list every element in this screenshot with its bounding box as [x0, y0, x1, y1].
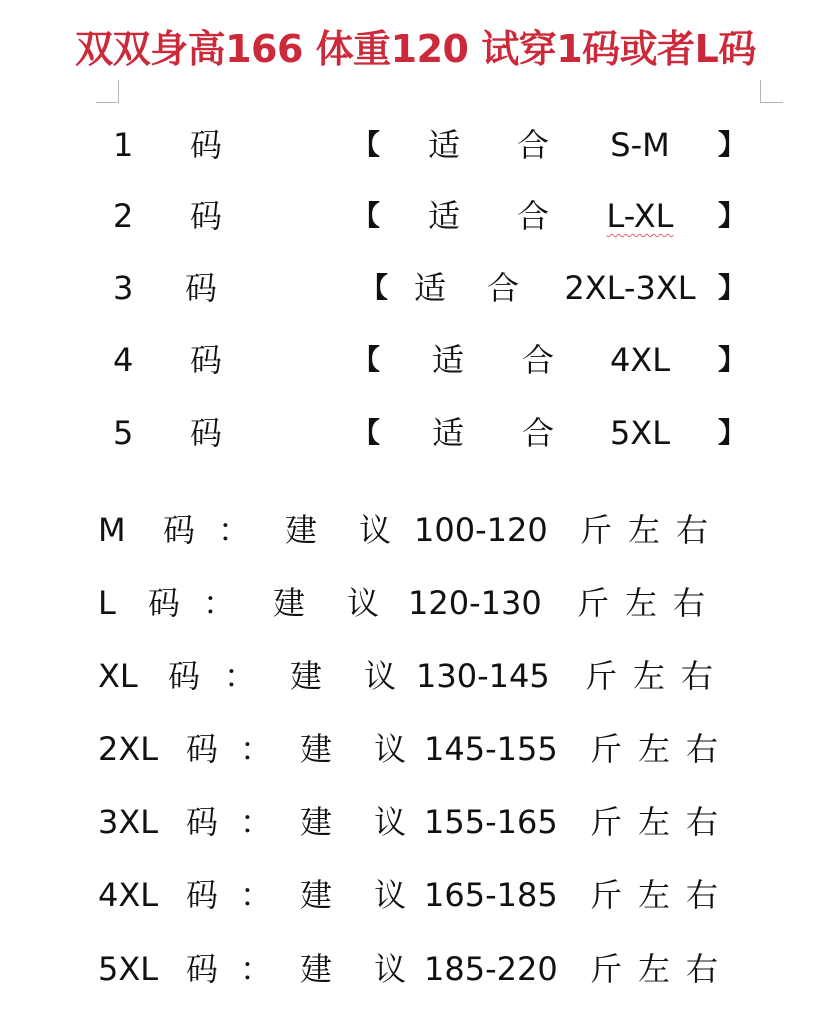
size-code-number: 1 — [113, 126, 134, 164]
page-corner-mark-left — [96, 80, 119, 103]
open-bracket: 【 — [352, 416, 381, 449]
fits-size-range: 5XL — [609, 414, 671, 452]
weight-range: 130-145 — [416, 657, 550, 695]
size-code-row — [0, 403, 831, 463]
size-unit: 码 — [186, 950, 219, 988]
weight-suggestion-row — [0, 718, 831, 780]
fits-label-1: 适 — [428, 126, 461, 164]
weight-unit-label: 斤左右 — [590, 730, 735, 768]
open-bracket: 【 — [360, 271, 389, 304]
fits-label-1: 适 — [428, 197, 461, 235]
size-code-number: 2 — [113, 197, 134, 235]
colon: ： — [240, 950, 273, 988]
close-bracket: 】 — [718, 343, 747, 376]
suggest-label: 建 议 — [300, 876, 423, 914]
weight-unit-label: 斤左右 — [590, 950, 735, 988]
size-code-unit: 码 — [190, 197, 223, 235]
size-code-unit: 码 — [190, 126, 223, 164]
size-unit: 码 — [163, 511, 196, 549]
weight-unit-label: 斤左右 — [585, 657, 730, 695]
fits-size-range: 2XL-3XL — [564, 269, 696, 307]
size-code-row — [0, 258, 831, 318]
size-name: 5XL — [98, 950, 159, 988]
fits-label-2: 合 — [517, 126, 550, 164]
size-code-row — [0, 115, 831, 175]
weight-suggestion-row — [0, 938, 831, 1000]
fits-size-range: L-XL — [606, 197, 674, 235]
size-name: 4XL — [98, 876, 159, 914]
suggest-label: 建 议 — [300, 730, 423, 768]
size-code-unit: 码 — [190, 414, 223, 452]
weight-unit-label: 斤左右 — [590, 803, 735, 841]
colon: ： — [240, 803, 273, 841]
open-bracket: 【 — [352, 343, 381, 376]
weight-suggestion-row — [0, 645, 831, 707]
colon: ： — [218, 511, 251, 549]
weight-suggestion-row — [0, 499, 831, 561]
weight-unit-label: 斤左右 — [590, 876, 735, 914]
fits-label-1: 适 — [432, 341, 465, 379]
size-name: XL — [98, 657, 138, 695]
close-bracket: 】 — [718, 271, 747, 304]
size-unit: 码 — [168, 657, 201, 695]
size-code-number: 3 — [113, 269, 134, 307]
size-code-row — [0, 330, 831, 390]
weight-range: 100-120 — [414, 511, 548, 549]
colon: ： — [224, 657, 257, 695]
weight-range: 165-185 — [424, 876, 558, 914]
size-code-unit: 码 — [190, 341, 223, 379]
weight-range: 145-155 — [424, 730, 558, 768]
size-code-row — [0, 186, 831, 246]
fits-size-range: S-M — [610, 126, 670, 164]
weight-range: 185-220 — [424, 950, 558, 988]
weight-unit-label: 斤左右 — [577, 584, 722, 622]
suggest-label: 建 议 — [273, 584, 396, 622]
size-unit: 码 — [186, 803, 219, 841]
size-name: 2XL — [98, 730, 159, 768]
fits-label-2: 合 — [487, 269, 520, 307]
size-code-unit: 码 — [185, 269, 218, 307]
weight-unit-label: 斤左右 — [580, 511, 725, 549]
fits-label-2: 合 — [517, 197, 550, 235]
size-code-number: 5 — [113, 414, 134, 452]
size-name: 3XL — [98, 803, 159, 841]
open-bracket: 【 — [352, 128, 381, 161]
page-corner-mark-right — [760, 80, 783, 103]
fits-label-1: 适 — [432, 414, 465, 452]
open-bracket: 【 — [352, 199, 381, 232]
size-unit: 码 — [148, 584, 181, 622]
page-title: 双双身高166 体重120 试穿1码或者L码 — [75, 27, 756, 71]
suggest-label: 建 议 — [300, 950, 423, 988]
suggest-label: 建 议 — [290, 657, 413, 695]
colon: ： — [240, 876, 273, 914]
suggest-label: 建 议 — [285, 511, 408, 549]
fits-label-2: 合 — [522, 341, 555, 379]
size-code-number: 4 — [113, 341, 134, 379]
weight-range: 155-165 — [424, 803, 558, 841]
size-unit: 码 — [186, 730, 219, 768]
size-name: L — [98, 584, 116, 622]
close-bracket: 】 — [718, 128, 747, 161]
size-name: M — [98, 511, 126, 549]
fits-label-1: 适 — [414, 269, 447, 307]
suggest-label: 建 议 — [300, 803, 423, 841]
colon: ： — [240, 730, 273, 768]
colon: ： — [203, 584, 236, 622]
weight-suggestion-row — [0, 572, 831, 634]
weight-range: 120-130 — [408, 584, 542, 622]
close-bracket: 】 — [718, 199, 747, 232]
weight-suggestion-row — [0, 864, 831, 926]
size-unit: 码 — [186, 876, 219, 914]
fits-label-2: 合 — [522, 414, 555, 452]
fits-size-range: 4XL — [609, 341, 671, 379]
weight-suggestion-row — [0, 791, 831, 853]
close-bracket: 】 — [718, 416, 747, 449]
